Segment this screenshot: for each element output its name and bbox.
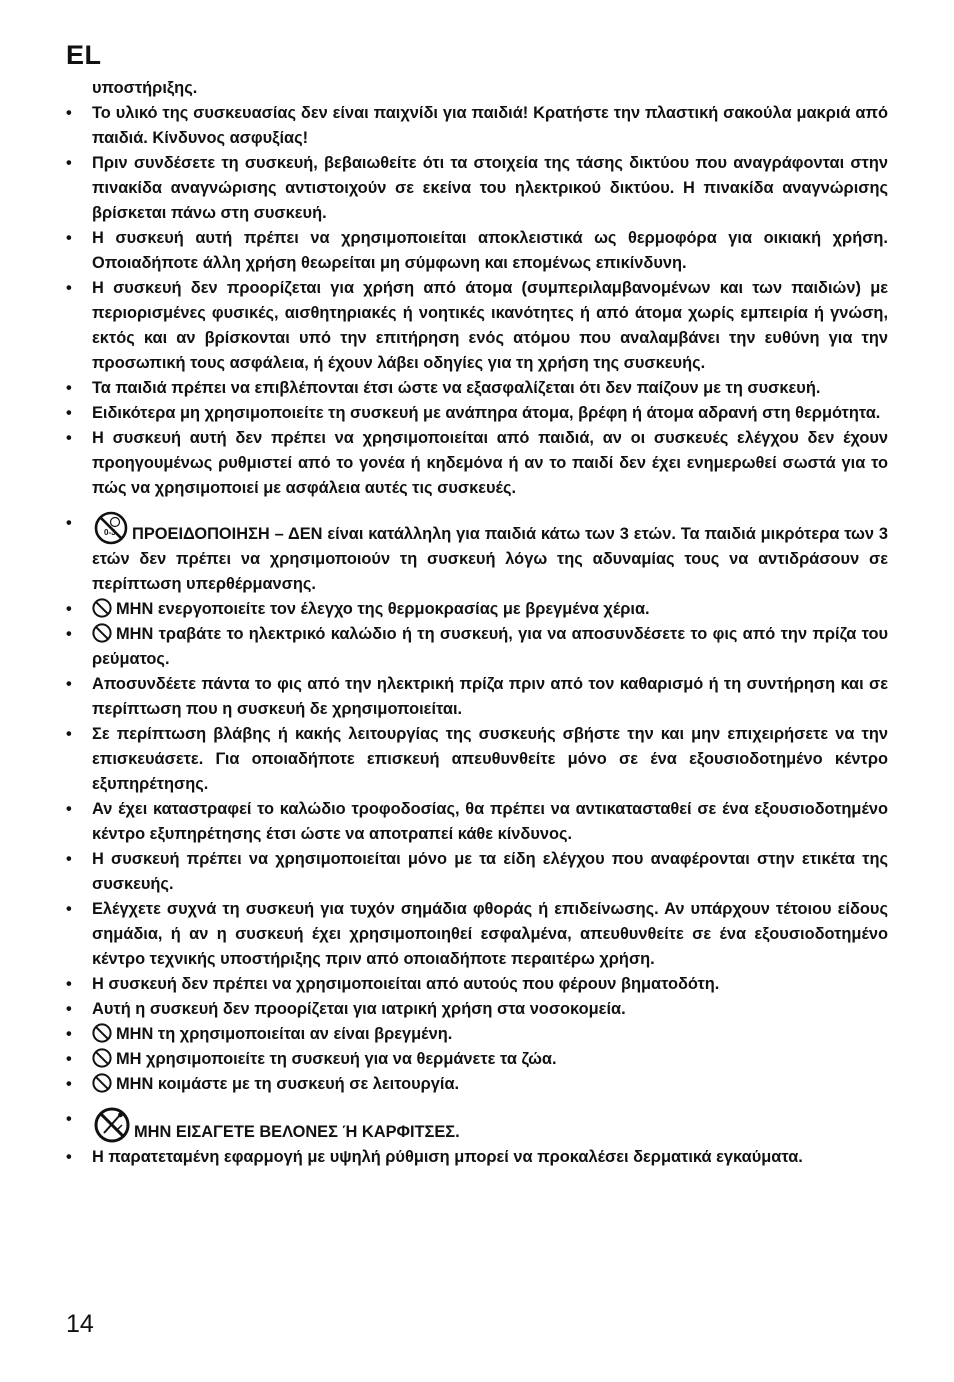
- item-text: Αν έχει καταστραφεί το καλώδιο τροφοδοσίας, θα πρέπει να αντικατασταθεί σε ένα εξουσιοδοτημένο κέντρο εξυπηρέτησης έτσι ώστε να αποτραπεί κάθε κίνδυνος.: [92, 800, 888, 843]
- list-item: [66, 151, 888, 226]
- item-text: Η παρατεταμένη εφαρμογή με υψηλή ρύθμιση μπορεί να προκαλέσει δερματικά εγκαύματα.: [92, 1148, 803, 1166]
- list-item: [66, 1072, 888, 1097]
- item-text: Πριν συνδέσετε τη συσκευή, βεβαιωθείτε ότι τα στοιχεία της τάσης δικτύου που αναγράφονται στην πινακίδα αναγνώρισης αντιστοιχούν σε εκείνα του ηλεκτρικού δικτύου. Η πινακίδα αναγνώρισης βρίσκεται πάνω στη συσκευή.: [92, 154, 888, 222]
- list-item: [66, 972, 888, 997]
- list-item: [66, 672, 888, 722]
- item-text: ΜΗΝ τη χρησιμοποιείται αν είναι βρεγμένη.: [116, 1025, 453, 1043]
- age-range-label: • 0-3: [104, 528, 116, 537]
- item-text: ΠΡΟΕΙΔΟΠΟΙΗΣΗ – ΔΕΝ είναι κατάλληλη για παιδιά κάτω των 3 ετών. Τα παιδιά μικρότερα των 3 ετών δεν πρέπει να χρησιμοποιούν τη συσκευή λόγω της αδυναμίας τους να αντιδράσουν σε περίπτωση υπερθέρμανσης.: [92, 525, 888, 593]
- list-item: [66, 1022, 888, 1047]
- item-text: Η συσκευή αυτή δεν πρέπει να χρησιμοποιείται από παιδιά, αν οι συσκευές ελέγχου δεν έχουν προηγουμένως ρυθμιστεί από το γονέα ή κηδεμόνα ή αν το παιδί δεν έχει ενημερωθεί σωστά για το πώς να χρησιμοποιεί με ασφάλεια αυτές τις συσκευές.: [92, 429, 888, 497]
- item-text: Ελέγχετε συχνά τη συσκευή για τυχόν σημάδια φθοράς ή επιδείνωσης. Αν υπάρχουν τέτοιου είδους σημάδια, ή αν η συσκευή έχει χρησιμοποιηθεί εσφαλμένα, απευθυνθείτε σε ένα εξουσιοδοτημένο κέντρο τεχνικής υποστήριξης πριν από οποιαδήποτε περαιτέρω χρήση.: [92, 900, 888, 968]
- item-text: ΜΗΝ τραβάτε το ηλεκτρικό καλώδιο ή τη συσκευή, για να αποσυνδέσετε το φις από την πρίζα του ρεύματος.: [92, 625, 888, 668]
- item-text: Η συσκευή δεν προορίζεται για χρήση από άτομα (συμπεριλαμβανομένων και των παιδιών) με περιορισμένες φυσικές, αισθητηριακές ή νοητικές ικανότητες ή από άτομα χωρίς εμπειρία ή γνώση, εκτός και αν βρίσκονται υπό την επιτήρηση ενός ατόμου που αναλαμβάνει την ευθύνη για την προσωπική τους ασφάλεια, ή έχουν λάβει οδηγίες για τη χρήση της συσκευής.: [92, 279, 888, 372]
- item-text: Ειδικότερα μη χρησιμοποιείτε τη συσκευή με ανάπηρα άτομα, βρέφη ή άτομα αδρανή στη θερμότητα.: [92, 404, 881, 422]
- list-item: [66, 1107, 888, 1145]
- item-text: Αποσυνδέετε πάντα το φις από την ηλεκτρική πρίζα πριν από τον καθαρισμό ή τη συντήρηση και σε περίπτωση που η συσκευή δε χρησιμοποιείται.: [92, 675, 888, 718]
- continuation-text: υποστήριξης.: [92, 79, 198, 97]
- item-text: Η συσκευή αυτή πρέπει να χρησιμοποιείται αποκλειστικά ως θερμοφόρα για οικιακή χρήση. Οποιαδήποτε άλλη χρήση θεωρείται μη σύμφωνη και επομένως επικίνδυνη.: [92, 229, 888, 272]
- item-text: ΜΗΝ ενεργοποιείτε τον έλεγχο της θερμοκρασίας με βρεγμένα χέρια.: [116, 600, 650, 618]
- list-item: [66, 426, 888, 501]
- item-text: Η συσκευή πρέπει να χρησιμοποιείται μόνο με τα είδη ελέγχου που αναφέρονται στην ετικέτα της συσκευής.: [92, 850, 888, 893]
- list-item: [66, 101, 888, 151]
- no-pins-icon: [92, 1107, 132, 1143]
- item-text: Αυτή η συσκευή δεν προορίζεται για ιατρική χρήση στα νοσοκομεία.: [92, 1000, 626, 1018]
- item-text: ΜΗ χρησιμοποιείτε τη συσκευή για να θερμάνετε τα ζώα.: [116, 1050, 557, 1068]
- prohibited-icon: [92, 623, 112, 643]
- list-item: [66, 401, 888, 426]
- list-item: [66, 722, 888, 797]
- prohibited-icon: [92, 1048, 112, 1068]
- language-code: EL: [66, 40, 102, 70]
- list-item: [66, 847, 888, 897]
- prohibited-icon: [92, 598, 112, 618]
- list-item: [66, 276, 888, 376]
- list-item: [66, 622, 888, 672]
- safety-warnings-list: [66, 101, 888, 1170]
- prohibited-icon: [92, 1073, 112, 1093]
- list-item: [66, 226, 888, 276]
- item-text: ΜΗΝ ΕΙΣΑΓΕΤΕ ΒΕΛΟΝΕΣ Ή ΚΑΡΦΙΤΣΕΣ.: [134, 1123, 460, 1141]
- list-item: [66, 797, 888, 847]
- item-text: Το υλικό της συσκευασίας δεν είναι παιχνίδι για παιδιά! Κρατήστε την πλαστική σακούλα μακριά από παιδιά. Κίνδυνος ασφυξίας!: [92, 104, 888, 147]
- list-item: [66, 1047, 888, 1072]
- list-item: [66, 511, 888, 597]
- item-text: Τα παιδιά πρέπει να επιβλέπονται έτσι ώστε να εξασφαλίζεται ότι δεν παίζουν με τη συσκευή.: [92, 379, 821, 397]
- prohibited-icon: [92, 1023, 112, 1043]
- page-number: 14: [66, 1310, 94, 1338]
- list-item: [66, 897, 888, 972]
- item-text: ΜΗΝ κοιμάστε με τη συσκευή σε λειτουργία.: [116, 1075, 460, 1093]
- list-item: [66, 597, 888, 622]
- list-item: [66, 1145, 888, 1170]
- item-text: Η συσκευή δεν πρέπει να χρησιμοποιείται από αυτούς που φέρουν βηματοδότη.: [92, 975, 720, 993]
- list-item: [66, 997, 888, 1022]
- item-text: Σε περίπτωση βλάβης ή κακής λειτουργίας της συσκευής σβήστε την και μην επιχειρήσετε να την επισκευάσετε. Για οποιαδήποτε επισκευή απευθυνθείτε μόνο σε ένα εξουσιοδοτημένο κέντρο εξυπηρέτησης.: [92, 725, 888, 793]
- no-children-0-3-icon: [92, 511, 130, 545]
- list-item: [66, 376, 888, 401]
